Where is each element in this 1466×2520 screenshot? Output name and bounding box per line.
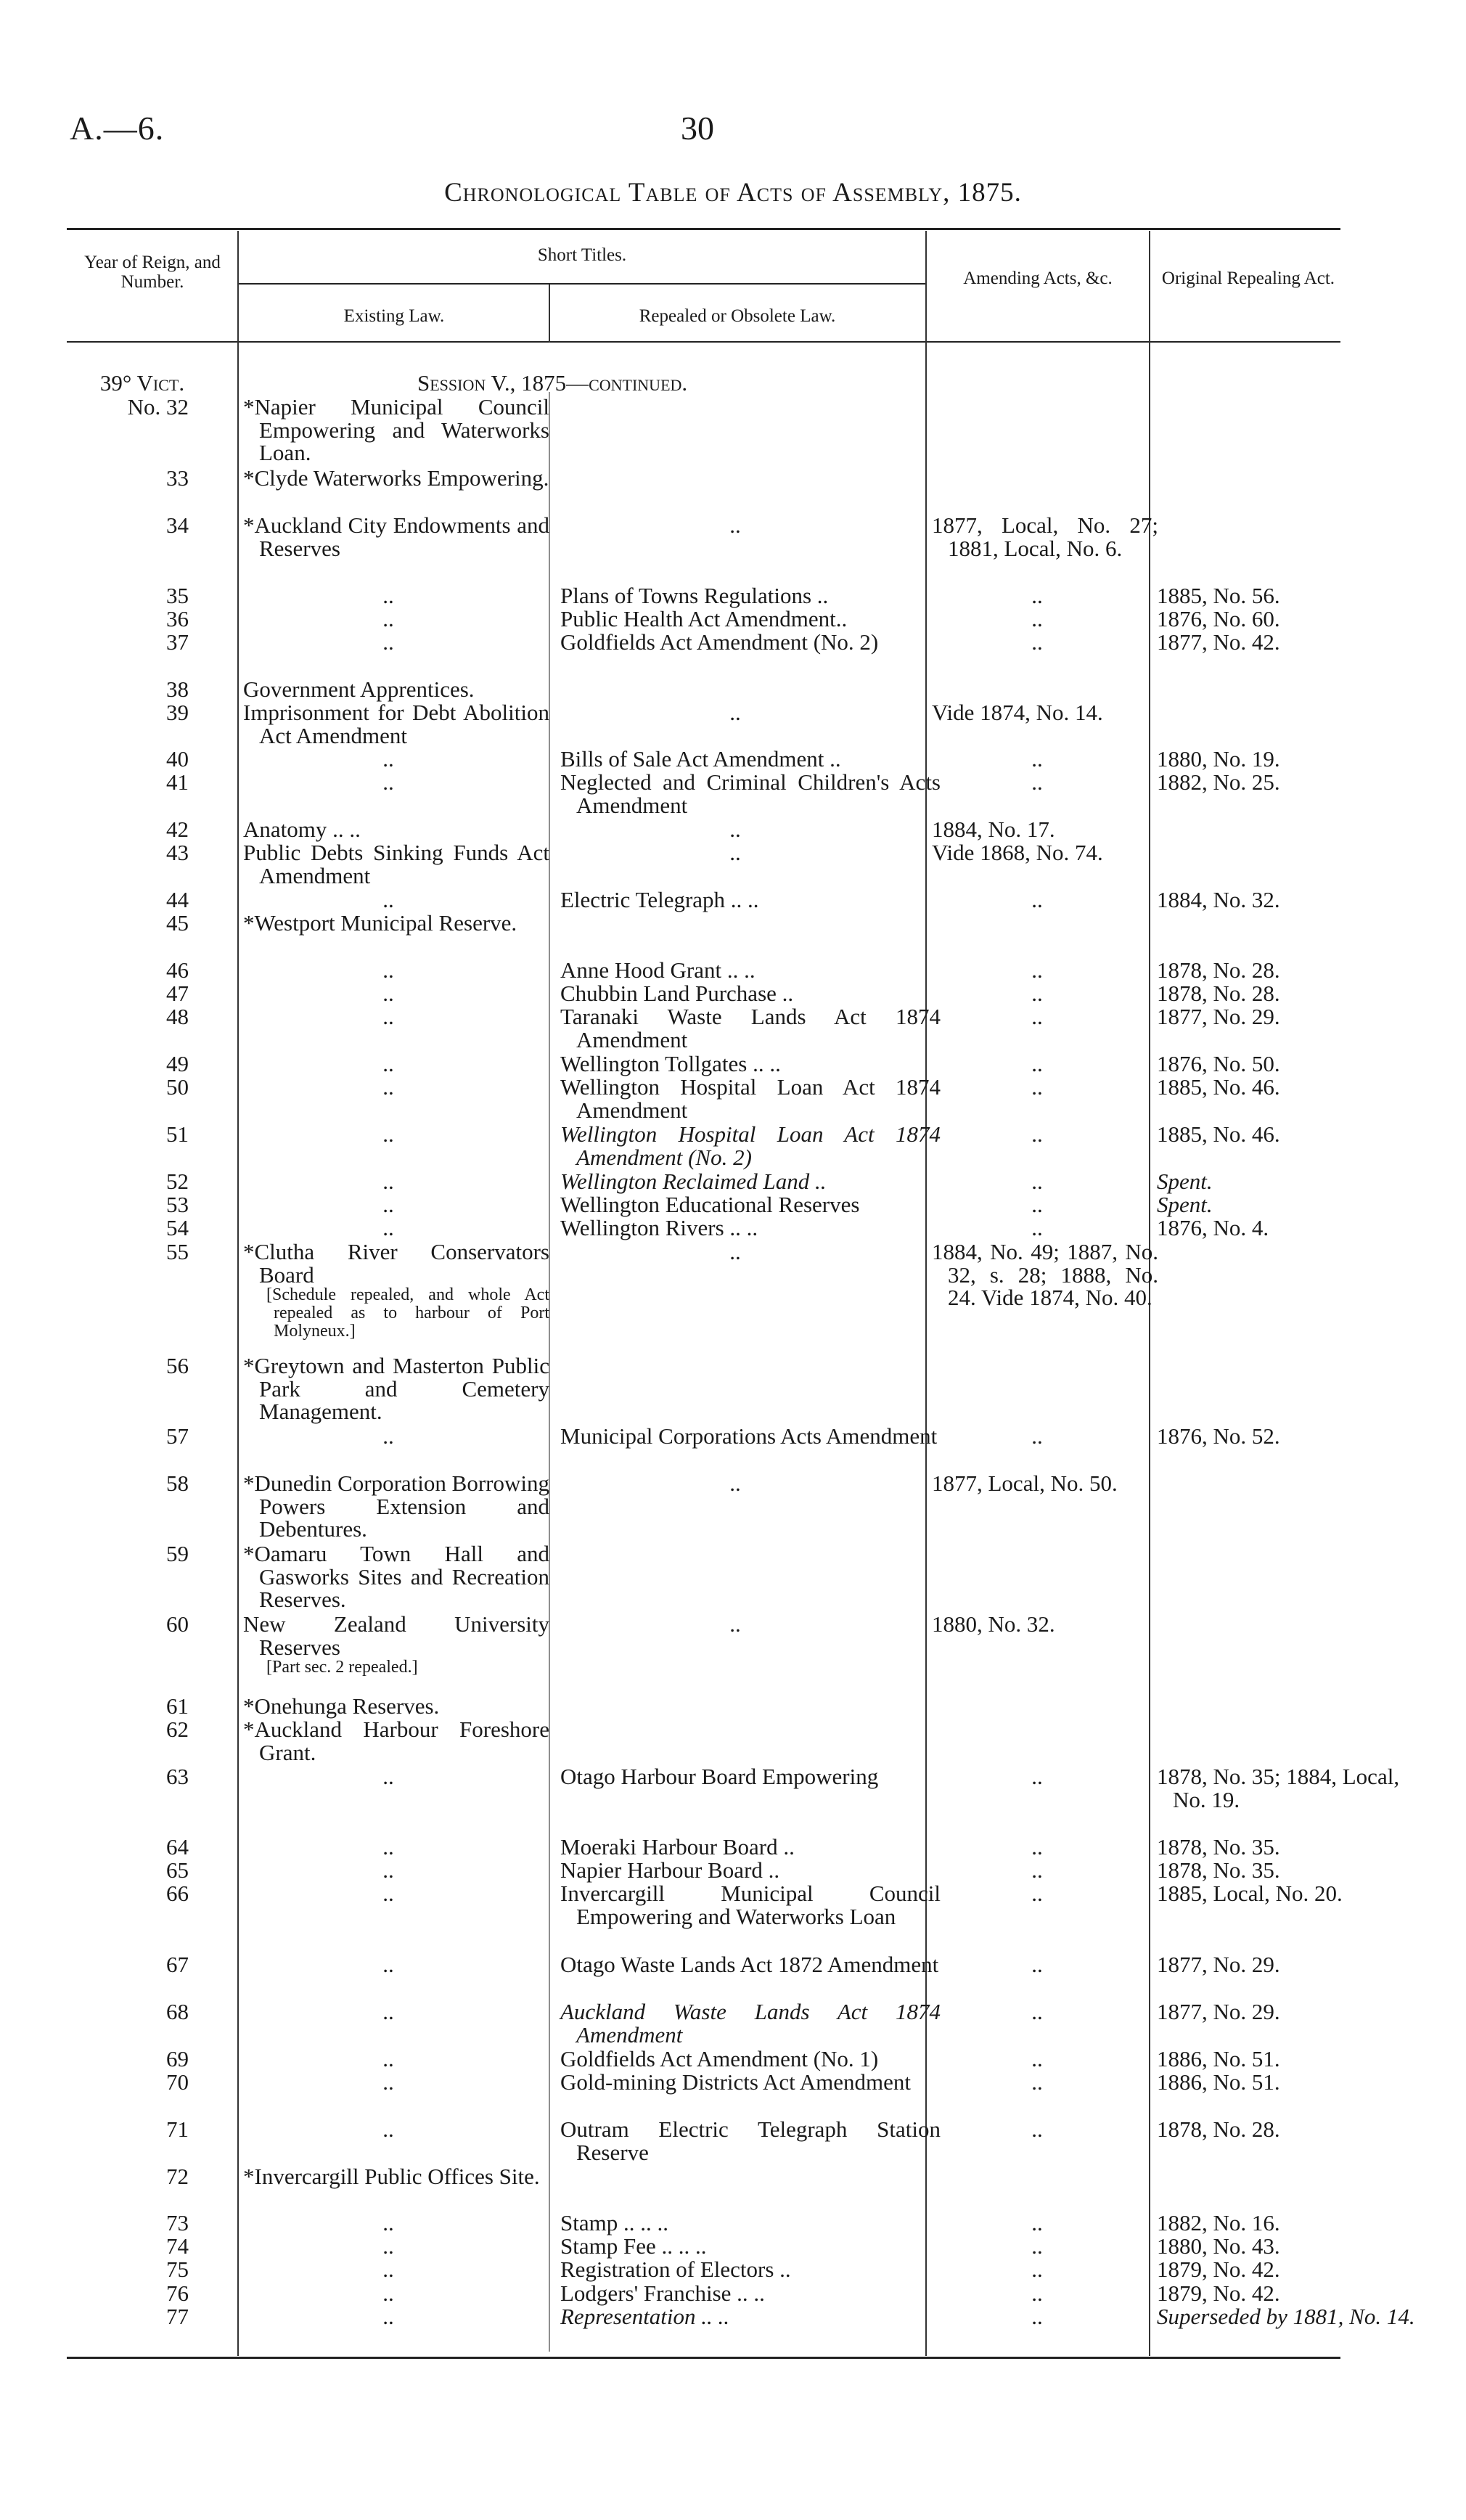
- existing-law-cell: ..: [382, 746, 394, 772]
- repealed-law-cell: Goldfields Act Amendment (No. 1): [560, 2046, 879, 2071]
- original-repealing-act-cell: 1878, No. 35.: [1157, 1857, 1280, 1883]
- amending-acts-cell: ..: [1031, 1999, 1043, 2024]
- existing-law-cell: *Auckland Harbour Foreshore Grant.: [243, 1717, 549, 1765]
- act-number: 71: [166, 2116, 189, 2142]
- act-number: 60: [166, 1611, 189, 1637]
- act-number: 39: [166, 700, 189, 725]
- repealed-law-cell: Otago Harbour Board Empowering: [560, 1764, 879, 1789]
- act-number: 43: [166, 840, 189, 865]
- existing-law-cell: Imprisonment for Debt Abolition Act Amendment: [243, 700, 549, 748]
- existing-law-cell: *Clyde Waterworks Empowering.: [243, 465, 549, 491]
- act-number: 69: [166, 2046, 189, 2071]
- table-bottom-rule: [67, 2357, 1340, 2359]
- existing-law-cell: ..: [382, 629, 394, 655]
- act-number: 38: [166, 676, 189, 702]
- col-divider-1: [237, 231, 239, 2356]
- act-number: 61: [166, 1693, 189, 1719]
- act-number: 74: [166, 2233, 189, 2259]
- act-number: 58: [166, 1470, 189, 1496]
- repealed-law-cell: Moeraki Harbour Board ..: [560, 1834, 795, 1860]
- amending-acts-cell: ..: [1031, 583, 1043, 608]
- existing-law-cell: *Auckland City Endowments and Reserves: [243, 512, 549, 561]
- amending-acts-cell: 1880, No. 32.: [932, 1611, 1055, 1637]
- repealed-law-cell: Auckland Waste Lands Act 1874 Amendment: [560, 1999, 941, 2048]
- original-repealing-act-cell: 1882, No. 25.: [1157, 769, 1280, 795]
- original-repealing-act-cell: 1879, No. 42.: [1157, 2257, 1280, 2282]
- act-number: 52: [166, 1169, 189, 1194]
- act-number: 63: [166, 1764, 189, 1789]
- amending-acts-cell: ..: [1031, 629, 1043, 655]
- existing-law-cell: ..: [382, 1004, 394, 1029]
- act-number: 42: [166, 817, 189, 842]
- existing-law-cell: ..: [382, 2046, 394, 2071]
- existing-law-cell: ..: [382, 1764, 394, 1789]
- act-number: 59: [166, 1541, 189, 1566]
- existing-law-cell: ..: [382, 1215, 394, 1240]
- original-repealing-act-cell: Spent.: [1157, 1169, 1213, 1194]
- existing-law-cell: ..: [382, 606, 394, 631]
- act-number: 37: [166, 629, 189, 655]
- original-repealing-act-cell: 1885, No. 56.: [1157, 583, 1280, 608]
- amending-acts-cell: ..: [1031, 2069, 1043, 2095]
- repealed-law-cell: Wellington Tollgates .. ..: [560, 1051, 781, 1076]
- original-repealing-act-cell: Superseded by 1881, No. 14.: [1157, 2304, 1415, 2329]
- repealed-law-cell: ..: [729, 840, 741, 865]
- existing-law-cell: ..: [382, 1999, 394, 2024]
- original-repealing-act-cell: 1878, No. 28.: [1157, 2116, 1280, 2142]
- act-number: 40: [166, 746, 189, 772]
- act-number: 51: [166, 1121, 189, 1147]
- original-repealing-act-cell: 1886, No. 51.: [1157, 2046, 1280, 2071]
- amending-acts-cell: ..: [1031, 1215, 1043, 1240]
- existing-law-cell: ..: [382, 1423, 394, 1449]
- act-number: 57: [166, 1423, 189, 1449]
- repealed-law-cell: Bills of Sale Act Amendment ..: [560, 746, 841, 772]
- repealed-law-cell: Lodgers' Franchise .. ..: [560, 2280, 765, 2306]
- amending-acts-cell: ..: [1031, 957, 1043, 983]
- existing-law-cell: ..: [382, 769, 394, 795]
- act-number: 35: [166, 583, 189, 608]
- amending-acts-cell: ..: [1031, 1834, 1043, 1860]
- act-number: 49: [166, 1051, 189, 1076]
- act-number: 75: [166, 2257, 189, 2282]
- repealed-law-cell: Wellington Hospital Loan Act 1874 Amendment: [560, 1074, 941, 1123]
- amending-acts-cell: Vide 1874, No. 14.: [932, 700, 1103, 725]
- repealed-law-cell: Goldfields Act Amendment (No. 2): [560, 629, 879, 655]
- original-repealing-act-cell: 1876, No. 52.: [1157, 1423, 1280, 1449]
- amending-acts-cell: ..: [1031, 1004, 1043, 1029]
- existing-law-cell: *Clutha River Conservators Board [Schedule repealed, and whole Act repealed as to harbour of Port Molyneux.]: [243, 1239, 549, 1341]
- amending-acts-cell: 1877, Local, No. 27; 1881, Local, No. 6.: [932, 512, 1158, 561]
- original-repealing-act-cell: 1879, No. 42.: [1157, 2280, 1280, 2306]
- amending-acts-cell: ..: [1031, 1192, 1043, 1217]
- act-number: 47: [166, 981, 189, 1006]
- amending-acts-cell: ..: [1031, 1051, 1043, 1076]
- repealed-law-cell: Municipal Corporations Acts Amendment: [560, 1423, 938, 1449]
- existing-law-cell: *Napier Municipal Council Empowering and Waterworks Loan.: [243, 394, 549, 465]
- amending-acts-cell: ..: [1031, 2257, 1043, 2282]
- act-number: 36: [166, 606, 189, 631]
- repealed-law-cell: Anne Hood Grant .. ..: [560, 957, 755, 983]
- existing-law-cell: ..: [382, 2304, 394, 2329]
- existing-law-cell: ..: [382, 2210, 394, 2235]
- amending-acts-cell: ..: [1031, 2116, 1043, 2142]
- original-repealing-act-cell: 1877, No. 29.: [1157, 1999, 1280, 2024]
- act-number: 53: [166, 1192, 189, 1217]
- repealed-law-cell: Wellington Educational Reserves: [560, 1192, 860, 1217]
- act-number: 54: [166, 1215, 189, 1240]
- page-number: 30: [681, 110, 714, 147]
- repealed-law-cell: Wellington Rivers .. ..: [560, 1215, 758, 1240]
- amending-acts-cell: ..: [1031, 2280, 1043, 2306]
- col-header-year: Year of Reign, and Number.: [84, 253, 221, 292]
- repealed-law-cell: ..: [729, 1611, 741, 1637]
- amending-acts-cell: ..: [1031, 1169, 1043, 1194]
- repealed-law-cell: Electric Telegraph .. ..: [560, 887, 759, 912]
- repealed-law-cell: Stamp .. .. ..: [560, 2210, 668, 2235]
- existing-law-cell: ..: [382, 1121, 394, 1147]
- original-repealing-act-cell: 1884, No. 32.: [1157, 887, 1280, 912]
- repealed-law-cell: ..: [729, 700, 741, 725]
- amending-acts-cell: ..: [1031, 2210, 1043, 2235]
- amending-acts-cell: ..: [1031, 981, 1043, 1006]
- original-repealing-act-cell: 1882, No. 16.: [1157, 2210, 1280, 2235]
- col-header-short-titles: Short Titles.: [537, 245, 627, 265]
- page-header-left: A.—6.: [70, 110, 165, 147]
- repealed-law-cell: Chubbin Land Purchase ..: [560, 981, 794, 1006]
- original-repealing-act-cell: 1876, No. 60.: [1157, 606, 1280, 631]
- act-number: 41: [166, 769, 189, 795]
- repealed-law-cell: Neglected and Criminal Children's Acts Amendment: [560, 769, 941, 818]
- original-repealing-act-cell: Spent.: [1157, 1192, 1213, 1217]
- act-number: 65: [166, 1857, 189, 1883]
- amending-acts-cell: ..: [1031, 1423, 1043, 1449]
- repealed-law-cell: Representation .. ..: [560, 2304, 730, 2329]
- act-number: 72: [166, 2164, 189, 2189]
- existing-law-cell: ..: [382, 1952, 394, 1977]
- act-number: 62: [166, 1717, 189, 1742]
- repealed-law-cell: Otago Waste Lands Act 1872 Amendment: [560, 1952, 939, 1977]
- existing-law-cell: ..: [382, 1834, 394, 1860]
- page-title: Chronological Table of Acts of Assembly, 1875.: [444, 178, 1022, 208]
- original-repealing-act-cell: 1876, No. 4.: [1157, 1215, 1269, 1240]
- amending-acts-cell: ..: [1031, 1952, 1043, 1977]
- original-repealing-act-cell: 1886, No. 51.: [1157, 2069, 1280, 2095]
- reign-text: 39° Vict.: [99, 370, 185, 396]
- original-repealing-act-cell: 1878, No. 28.: [1157, 981, 1280, 1006]
- act-number: 44: [166, 887, 189, 912]
- act-number: 33: [166, 465, 189, 491]
- original-repealing-act-cell: 1878, No. 35.: [1157, 1834, 1280, 1860]
- repealed-law-cell: Public Health Act Amendment..: [560, 606, 848, 631]
- amending-acts-cell: ..: [1031, 1121, 1043, 1147]
- amending-acts-cell: 1877, Local, No. 50.: [932, 1470, 1118, 1496]
- repealed-law-cell: ..: [729, 1470, 741, 1496]
- existing-law-cell: ..: [382, 1192, 394, 1217]
- amending-acts-cell: ..: [1031, 1881, 1043, 1906]
- existing-law-cell: ..: [382, 957, 394, 983]
- original-repealing-act-cell: 1876, No. 50.: [1157, 1051, 1280, 1076]
- act-number: 73: [166, 2210, 189, 2235]
- amending-acts-cell: ..: [1031, 1074, 1043, 1100]
- col-header-existing: Existing Law.: [343, 306, 445, 326]
- repealed-law-cell: Invercargill Municipal Council Empowering and Waterworks Loan: [560, 1881, 941, 1929]
- original-repealing-act-cell: 1885, Local, No. 20.: [1157, 1881, 1343, 1906]
- existing-law-cell: ..: [382, 1169, 394, 1194]
- existing-law-note: [Part sec. 2 repealed.]: [266, 1658, 418, 1677]
- repealed-law-cell: Stamp Fee .. .. ..: [560, 2233, 707, 2259]
- repealed-law-cell: Outram Electric Telegraph Station Reserve: [560, 2116, 941, 2165]
- amending-acts-cell: ..: [1031, 1764, 1043, 1789]
- existing-law-cell: *Westport Municipal Reserve.: [243, 910, 517, 936]
- act-number: No. 32: [127, 394, 189, 420]
- amending-acts-cell: ..: [1031, 2304, 1043, 2329]
- act-number: 50: [166, 1074, 189, 1100]
- repealed-law-cell: Gold-mining Districts Act Amendment: [560, 2069, 912, 2095]
- amending-acts-cell: 1884, No. 17.: [932, 817, 1055, 842]
- original-repealing-act-cell: 1877, No. 29.: [1157, 1004, 1280, 1029]
- existing-law-cell: ..: [382, 2069, 394, 2095]
- act-number: 34: [166, 512, 189, 538]
- act-number: 76: [166, 2280, 189, 2306]
- act-number: 48: [166, 1004, 189, 1029]
- act-number: 55: [166, 1239, 189, 1264]
- existing-law-note: [Schedule repealed, and whole Act repealed as to harbour of Port Molyneux.]: [266, 1285, 549, 1341]
- existing-law-cell: Anatomy .. ..: [243, 817, 361, 842]
- repealed-law-cell: ..: [729, 512, 741, 538]
- existing-law-cell: ..: [382, 2280, 394, 2306]
- existing-law-cell: ..: [382, 583, 394, 608]
- existing-law-cell: Public Debts Sinking Funds Act Amendment: [243, 840, 549, 888]
- original-repealing-act-cell: 1880, No. 19.: [1157, 746, 1280, 772]
- act-number: 64: [166, 1834, 189, 1860]
- original-repealing-act-cell: 1880, No. 43.: [1157, 2233, 1280, 2259]
- amending-acts-cell: ..: [1031, 887, 1043, 912]
- existing-law-cell: *Dunedin Corporation Borrowing Powers Extension and Debentures.: [243, 1470, 549, 1542]
- original-repealing-act-cell: 1878, No. 28.: [1157, 957, 1280, 983]
- existing-law-cell: ..: [382, 1857, 394, 1883]
- act-number: 66: [166, 1881, 189, 1906]
- col-header-repealed: Repealed or Obsolete Law.: [639, 306, 836, 326]
- repealed-law-cell: Wellington Reclaimed Land ..: [560, 1169, 827, 1194]
- existing-law-cell: ..: [382, 1881, 394, 1906]
- existing-law-cell: *Onehunga Reserves.: [243, 1693, 440, 1719]
- repealed-law-cell: ..: [729, 1239, 741, 1264]
- existing-law-cell: *Oamaru Town Hall and Gasworks Sites and Recreation Reserves.: [243, 1541, 549, 1612]
- existing-law-cell: ..: [382, 2257, 394, 2282]
- short-titles-divider: [239, 283, 925, 285]
- repealed-law-cell: ..: [729, 817, 741, 842]
- existing-law-cell: *Invercargill Public Offices Site.: [243, 2164, 540, 2189]
- act-number: 68: [166, 1999, 189, 2024]
- amending-acts-cell: ..: [1031, 606, 1043, 631]
- amending-acts-cell: Vide 1868, No. 74.: [932, 840, 1103, 865]
- repealed-law-cell: Plans of Towns Regulations ..: [560, 583, 829, 608]
- existing-law-cell: New Zealand University Reserves [Part sec. 2 repealed.]: [243, 1611, 549, 1677]
- existing-law-cell: *Greytown and Masterton Public Park and Cemetery Management.: [243, 1353, 549, 1424]
- col-header-amending: Amending Acts, &c.: [963, 269, 1113, 288]
- existing-law-cell: ..: [382, 1051, 394, 1076]
- existing-law-cell: ..: [382, 981, 394, 1006]
- act-number: 46: [166, 957, 189, 983]
- original-repealing-act-cell: 1885, No. 46.: [1157, 1121, 1280, 1147]
- act-number: 56: [166, 1353, 189, 1378]
- repealed-law-cell: Wellington Hospital Loan Act 1874 Amendment (No. 2): [560, 1121, 941, 1170]
- repealed-law-cell: Taranaki Waste Lands Act 1874 Amendment: [560, 1004, 941, 1052]
- amending-acts-cell: ..: [1031, 769, 1043, 795]
- existing-law-cell: ..: [382, 1074, 394, 1100]
- original-repealing-act-cell: 1877, No. 42.: [1157, 629, 1280, 655]
- act-number: 67: [166, 1952, 189, 1977]
- existing-law-cell: ..: [382, 2116, 394, 2142]
- act-number: 77: [166, 2304, 189, 2329]
- amending-acts-cell: ..: [1031, 746, 1043, 772]
- act-number: 45: [166, 910, 189, 936]
- existing-law-cell: ..: [382, 2233, 394, 2259]
- amending-acts-cell: ..: [1031, 2233, 1043, 2259]
- existing-law-cell: ..: [382, 887, 394, 912]
- session-heading: Session V., 1875—continued.: [417, 370, 688, 396]
- original-repealing-act-cell: 1885, No. 46.: [1157, 1074, 1280, 1100]
- col-header-original: Original Repealing Act.: [1161, 269, 1335, 288]
- amending-acts-cell: ..: [1031, 1857, 1043, 1883]
- table-top-rule: [67, 228, 1340, 230]
- amending-acts-cell: 1884, No. 49; 1887, No. 32, s. 28; 1888, No. 24. Vide 1874, No. 40.: [932, 1239, 1158, 1310]
- repealed-law-cell: Napier Harbour Board ..: [560, 1857, 780, 1883]
- original-repealing-act-cell: 1877, No. 29.: [1157, 1952, 1280, 1977]
- original-repealing-act-cell: 1878, No. 35; 1884, Local, No. 19.: [1157, 1764, 1400, 1812]
- repealed-law-cell: Registration of Electors ..: [560, 2257, 791, 2282]
- amending-acts-cell: ..: [1031, 2046, 1043, 2071]
- act-number: 70: [166, 2069, 189, 2095]
- existing-law-cell: Government Apprentices.: [243, 676, 475, 702]
